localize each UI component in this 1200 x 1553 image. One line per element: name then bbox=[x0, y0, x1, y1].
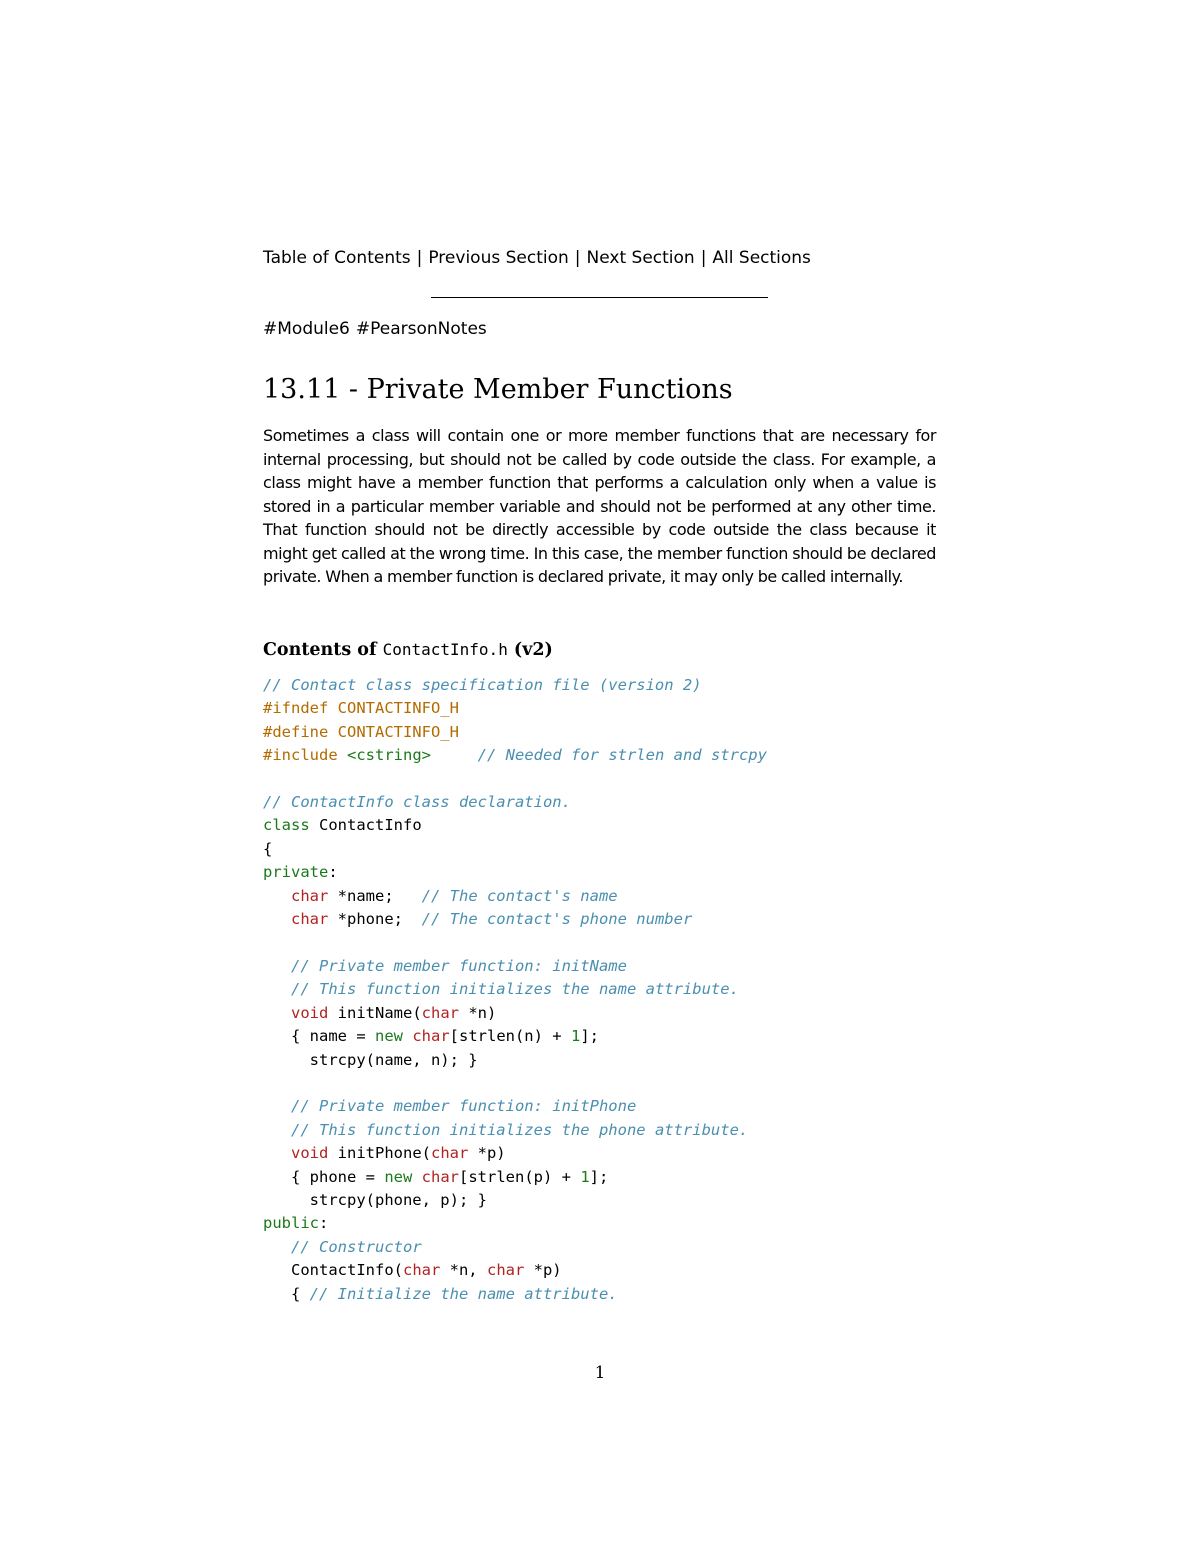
code-token: [strlen(p) + bbox=[459, 1167, 581, 1186]
code-token: : bbox=[319, 1214, 329, 1233]
code-token: #define CONTACTINFO_H bbox=[263, 722, 459, 741]
code-comment: // Private member function: initName bbox=[291, 956, 627, 975]
code-token: initName( bbox=[328, 1003, 422, 1022]
code-token: ContactInfo( bbox=[263, 1261, 403, 1280]
code-token: char bbox=[421, 1167, 459, 1186]
code-token: char bbox=[291, 886, 329, 905]
code-token: ContactInfo bbox=[309, 816, 422, 835]
previous-section-link[interactable]: Previous Section bbox=[428, 248, 569, 268]
code-comment: // Constructor bbox=[291, 1237, 422, 1256]
code-line bbox=[263, 1285, 618, 1303]
tag-pearson-notes[interactable]: #PearsonNotes bbox=[355, 319, 487, 339]
code-token bbox=[263, 887, 291, 905]
code-token bbox=[263, 910, 291, 928]
code-token bbox=[263, 1238, 291, 1256]
code-line bbox=[263, 1238, 422, 1256]
code-token: : bbox=[328, 863, 338, 882]
code-token: 1 bbox=[570, 1027, 581, 1046]
page-number: 1 bbox=[594, 1363, 606, 1383]
tag-module6[interactable]: #Module6 bbox=[263, 319, 350, 339]
nav-separator: | bbox=[416, 248, 423, 268]
nav-separator: | bbox=[574, 248, 581, 268]
code-token: 1 bbox=[580, 1167, 590, 1186]
code-listing-filename: ContactInfo.h bbox=[382, 640, 508, 659]
code-line bbox=[263, 1097, 636, 1115]
code-line bbox=[263, 1261, 562, 1279]
code-token: initPhone( bbox=[328, 1144, 431, 1163]
code-token: #include bbox=[263, 746, 347, 765]
code-comment: // ContactInfo class declaration. bbox=[263, 793, 571, 812]
code-token: new bbox=[374, 1027, 403, 1046]
code-token: void bbox=[291, 1003, 329, 1022]
code-line bbox=[263, 723, 459, 741]
code-token: *n) bbox=[458, 1003, 497, 1022]
code-token: #ifndef CONTACTINFO_H bbox=[263, 699, 459, 718]
code-line bbox=[263, 863, 338, 881]
code-token: class bbox=[263, 816, 310, 835]
code-listing-version: (v2) bbox=[513, 640, 553, 660]
code-token: char bbox=[421, 1003, 459, 1022]
code-token: char bbox=[291, 910, 329, 929]
code-token bbox=[263, 980, 291, 998]
code-line bbox=[263, 746, 767, 764]
next-section-link[interactable]: Next Section bbox=[586, 248, 695, 268]
code-token bbox=[263, 1004, 291, 1022]
code-token: new bbox=[384, 1167, 413, 1186]
code-token: strcpy(phone, p); } bbox=[263, 1190, 487, 1209]
code-comment: // Contact class specification file (version 2) bbox=[263, 676, 702, 694]
code-line bbox=[263, 1004, 496, 1022]
code-token bbox=[263, 1121, 291, 1139]
code-comment: // This function initializes the name attribute. bbox=[291, 980, 739, 999]
code-line bbox=[263, 676, 702, 694]
code-token: { name = bbox=[263, 1027, 375, 1046]
code-token: *phone; bbox=[328, 910, 422, 929]
code-line bbox=[263, 980, 739, 998]
code-token: ]; bbox=[580, 1027, 599, 1046]
code-line bbox=[263, 1051, 478, 1069]
code-comment: // Private member function: initPhone bbox=[291, 1097, 637, 1116]
code-token: char bbox=[412, 1027, 450, 1046]
section-navigation bbox=[263, 246, 811, 270]
code-comment: // The contact's phone number bbox=[421, 910, 693, 929]
code-token: char bbox=[430, 1144, 469, 1163]
code-token: { bbox=[263, 1284, 310, 1303]
code-token: *p) bbox=[524, 1261, 562, 1280]
code-line bbox=[263, 1027, 599, 1045]
code-token: char bbox=[402, 1261, 441, 1280]
code-token bbox=[412, 1168, 421, 1186]
horizontal-rule bbox=[431, 297, 768, 298]
code-token bbox=[263, 1097, 291, 1115]
code-token: strcpy(name, n); } bbox=[263, 1050, 478, 1069]
tag-list bbox=[263, 317, 493, 341]
code-token: [strlen(n) + bbox=[449, 1027, 571, 1046]
all-sections-link[interactable]: All Sections bbox=[712, 248, 811, 268]
code-comment: // Initialize the name attribute. bbox=[309, 1284, 618, 1303]
code-comment: // This function initializes the phone attribute. bbox=[291, 1120, 749, 1139]
table-of-contents-link[interactable]: Table of Contents bbox=[263, 248, 411, 268]
code-line bbox=[263, 793, 571, 811]
code-listing-heading bbox=[263, 638, 553, 662]
code-token: *n, bbox=[440, 1261, 487, 1280]
code-line bbox=[263, 957, 627, 975]
code-line bbox=[263, 816, 422, 834]
code-token bbox=[403, 1027, 412, 1045]
section-heading: 13.11 - Private Member Functions bbox=[263, 374, 733, 405]
intro-paragraph: Sometimes a class will contain one or more member functions that are necessary for internal processing, but should not be called by code outside the class. For example, a class might have a member function that performs a calculation only when a value is stored in a particular member variable and should not be performed at any other time. That function should not be directly accessible by code outside the class because it might get called at the wrong time. In this case, the member function should be declared private. When a member function is declared private, it may only be called internally. bbox=[263, 426, 936, 586]
code-token: *name; bbox=[328, 886, 422, 905]
code-comment: // Needed for strlen and strcpy bbox=[477, 746, 767, 765]
code-block bbox=[263, 674, 767, 1306]
code-token: { phone = bbox=[263, 1167, 385, 1186]
code-token: public bbox=[263, 1214, 319, 1233]
code-token: <cstring> bbox=[347, 746, 431, 765]
code-line bbox=[263, 887, 618, 905]
code-line bbox=[263, 1214, 328, 1232]
nav-separator: | bbox=[700, 248, 707, 268]
code-line bbox=[263, 840, 272, 858]
code-line bbox=[263, 699, 459, 717]
code-line bbox=[263, 1144, 506, 1162]
code-line bbox=[263, 1168, 608, 1186]
code-token: *p) bbox=[468, 1144, 506, 1163]
code-line bbox=[263, 1191, 487, 1209]
code-token bbox=[431, 746, 478, 764]
code-token: char bbox=[486, 1261, 525, 1280]
code-line bbox=[263, 1121, 748, 1139]
code-token bbox=[263, 957, 291, 975]
code-token: { bbox=[263, 839, 273, 858]
code-token: ]; bbox=[589, 1167, 609, 1186]
code-token: private bbox=[263, 863, 329, 882]
code-listing-heading-prefix: Contents of bbox=[263, 640, 377, 660]
code-line bbox=[263, 910, 692, 928]
code-comment: // The contact's name bbox=[421, 886, 618, 905]
code-token bbox=[263, 1144, 291, 1162]
code-token: void bbox=[291, 1144, 329, 1163]
